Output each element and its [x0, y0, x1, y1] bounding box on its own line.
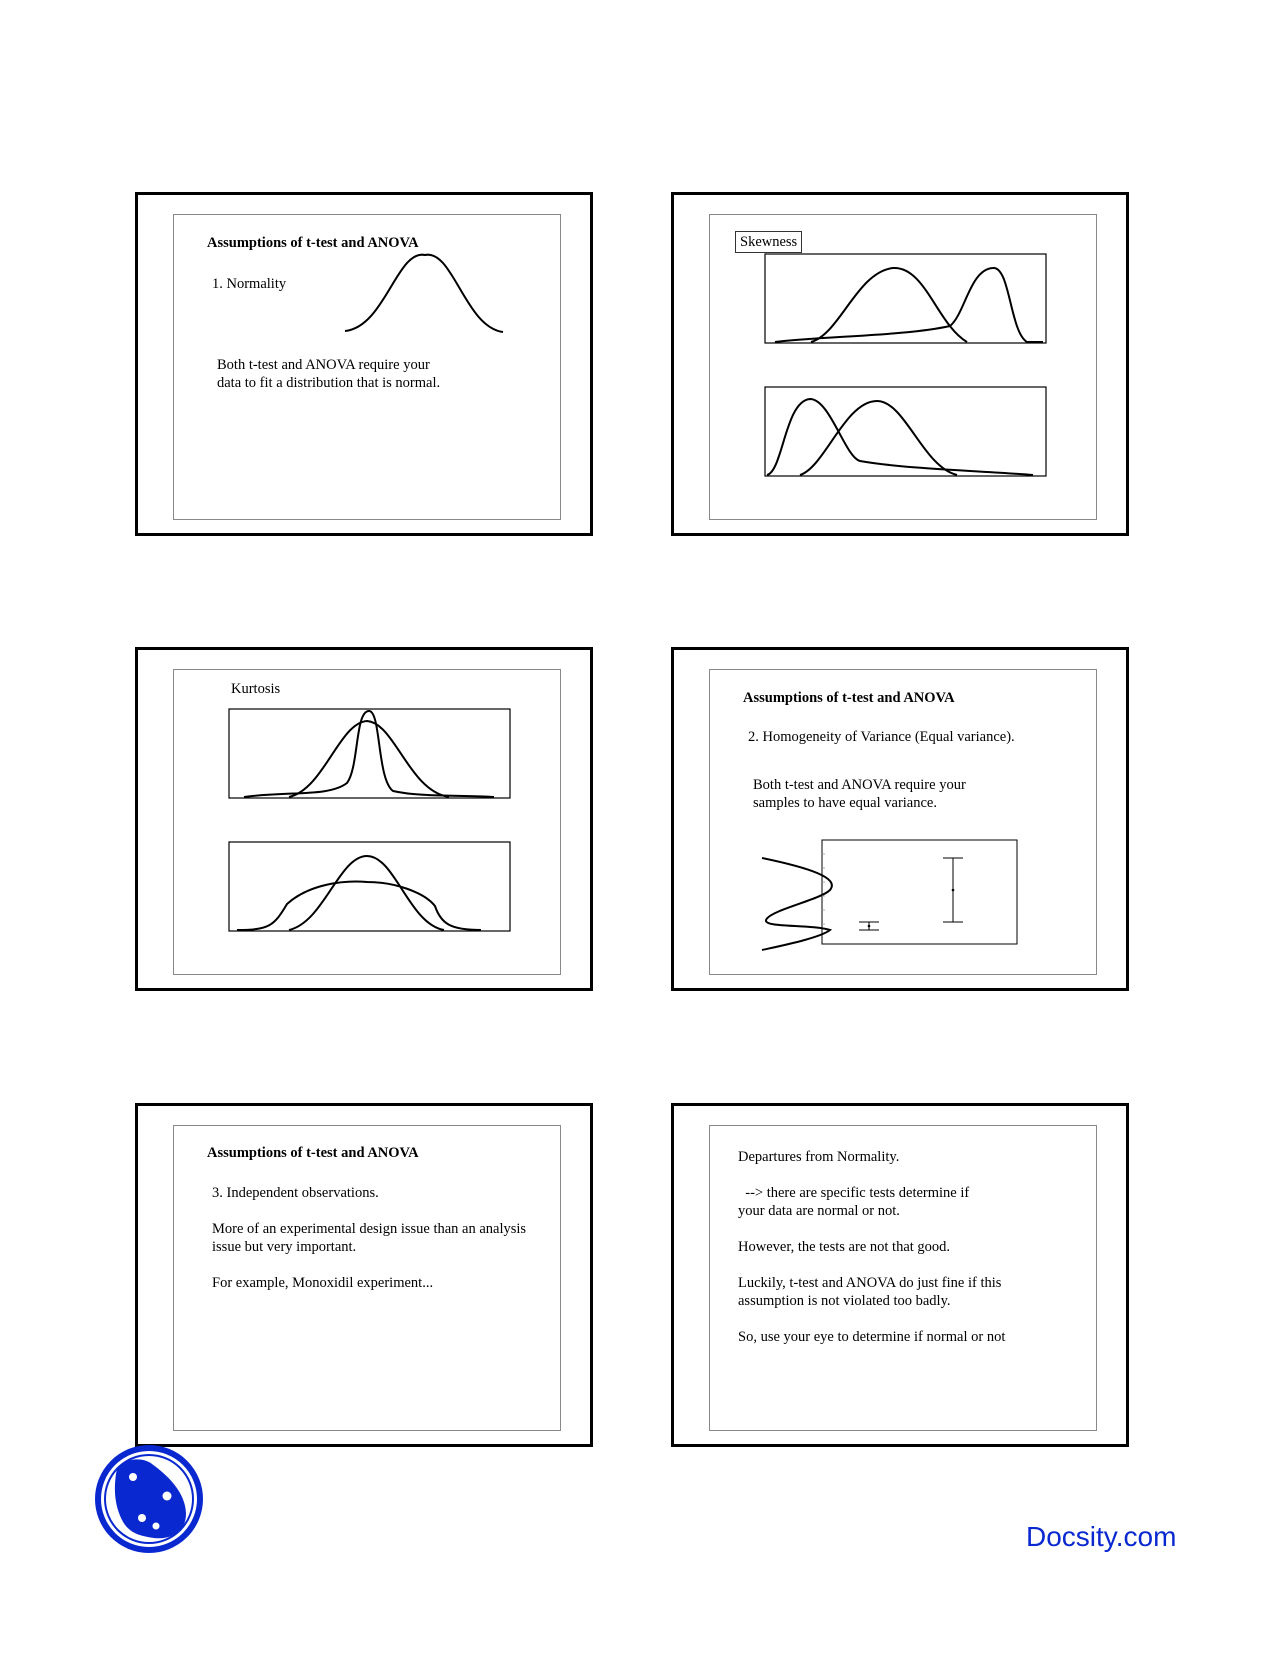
plot-box [765, 254, 1046, 343]
slide-kurtosis [135, 647, 593, 991]
slide-title: Skewness [735, 231, 802, 253]
kurtosis-figure-top [229, 709, 511, 799]
slide-item: 2. Homogeneity of Variance (Equal variance). [748, 729, 1015, 745]
mean-marker [868, 925, 871, 928]
slide-title: Assumptions of t-test and ANOVA [207, 235, 419, 251]
skewness-figure-bottom [765, 387, 1047, 477]
slide-title: Kurtosis [231, 681, 281, 697]
slide-body-line: issue but very important. [212, 1239, 357, 1255]
plot-box [822, 840, 1017, 944]
curve [289, 721, 449, 797]
curve [237, 882, 481, 930]
slide-normality [135, 192, 593, 536]
curve [775, 268, 1043, 342]
slide-item: 1. Normality [212, 276, 287, 292]
skewness-figure-top [765, 254, 1047, 344]
kurtosis-figure-bottom [229, 842, 511, 932]
slide-body-line: --> there are specific tests determine if [738, 1185, 970, 1201]
slide-body-line: assumption is not violated too badly. [738, 1293, 951, 1309]
slide-body-line: samples to have equal variance. [753, 795, 937, 811]
docsity-logo-icon[interactable] [94, 1444, 204, 1554]
curve [811, 268, 967, 342]
slide-body-line: Both t-test and ANOVA require your [753, 777, 966, 793]
curve [289, 856, 444, 930]
curve [244, 711, 494, 797]
brand-link[interactable]: Docsity.com [1026, 1521, 1177, 1552]
slide-body-line: So, use your eye to determine if normal or not [738, 1329, 1006, 1345]
slide-item: 3. Independent observations. [212, 1185, 379, 1201]
sideways-density-curve [762, 858, 832, 950]
curve [767, 399, 1033, 475]
slide-departures [671, 1103, 1129, 1447]
slide-title: Assumptions of t-test and ANOVA [743, 690, 955, 706]
slide-body-line: your data are normal or not. [738, 1203, 900, 1219]
slide-body-line: For example, Monoxidil experiment... [212, 1275, 434, 1291]
slide-skewness [671, 192, 1129, 536]
slide-body-line: Departures from Normality. [738, 1149, 900, 1165]
slide-title: Assumptions of t-test and ANOVA [207, 1145, 419, 1161]
slide-body-line: data to fit a distribution that is normal. [217, 375, 441, 391]
normal-curve-figure [345, 255, 505, 335]
normal-curve [345, 255, 503, 332]
slide-homogeneity [671, 647, 1129, 991]
mean-marker [952, 889, 955, 892]
variance-figure [760, 838, 1020, 954]
slide-independence [135, 1103, 593, 1447]
slide-body-line: More of an experimental design issue than an analysis [212, 1221, 527, 1237]
slide-body-line: However, the tests are not that good. [738, 1239, 951, 1255]
slide-body-line: Luckily, t-test and ANOVA do just fine if this [738, 1275, 1002, 1291]
slide-body-line: Both t-test and ANOVA require your [217, 357, 430, 373]
